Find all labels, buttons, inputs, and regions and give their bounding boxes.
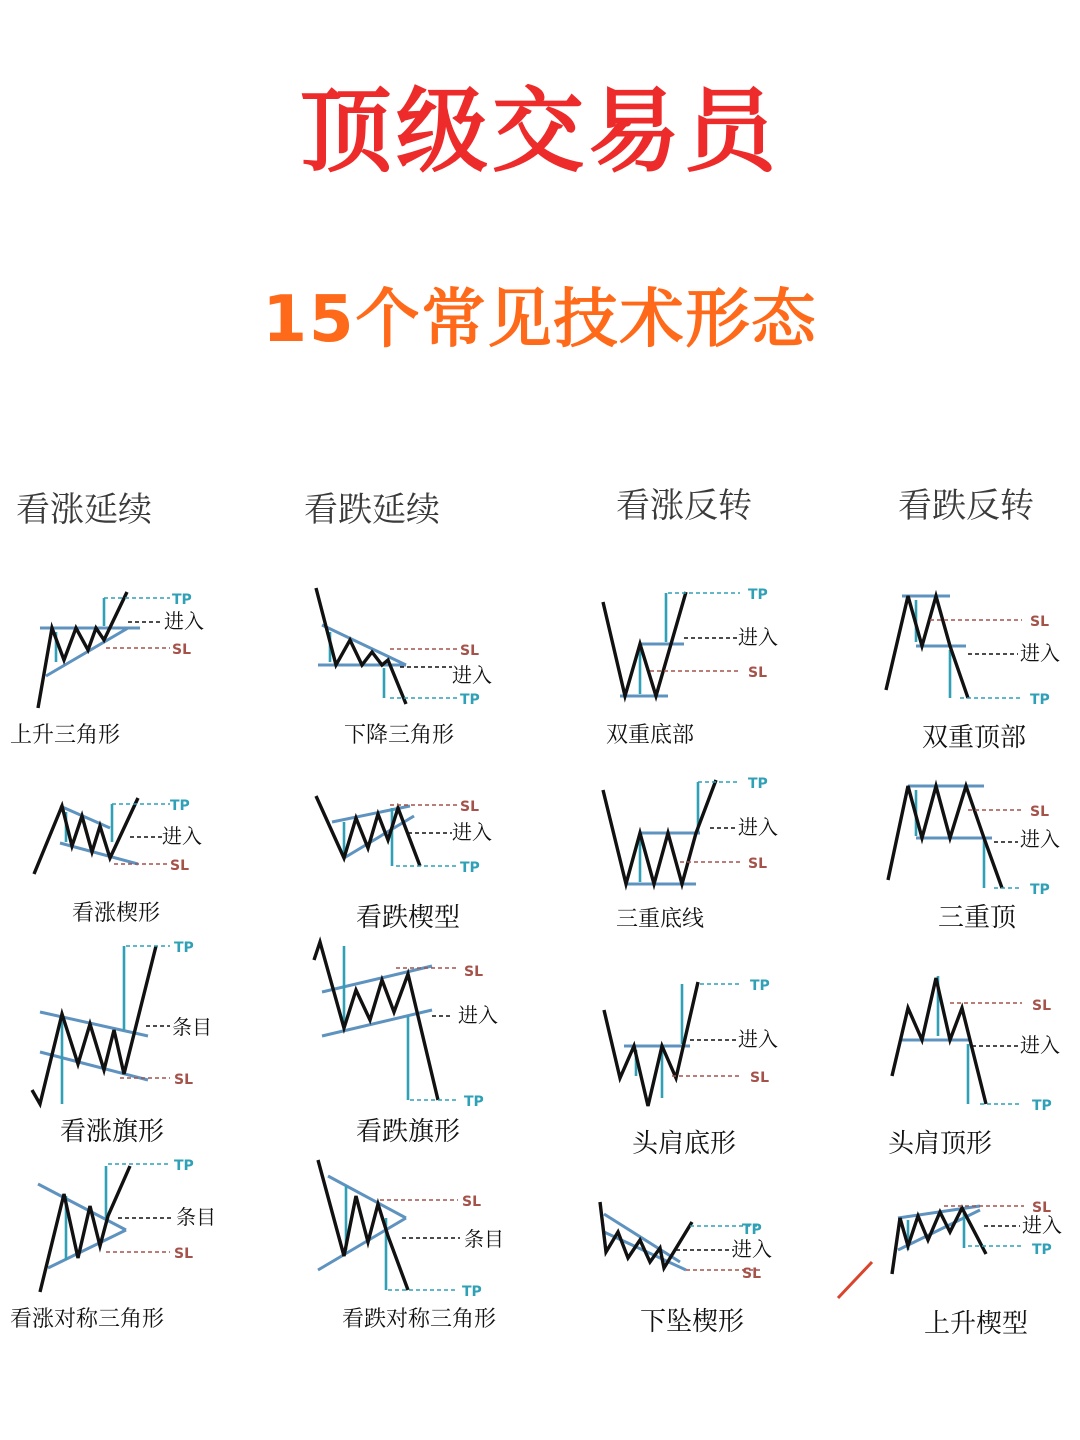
column-header-bearish-reversal: 看跌反转 (898, 486, 1034, 526)
sl-label: SL (750, 1070, 770, 1086)
sl-label: SL (170, 858, 190, 874)
decorative-accent-stroke (838, 1262, 872, 1298)
target-label: 条目 (172, 1015, 212, 1039)
entry-label: 进入 (458, 1003, 498, 1027)
entry-label: 进入 (452, 820, 492, 844)
sl-label: SL (464, 964, 484, 980)
pattern-rising-wedge (892, 1200, 1062, 1339)
sl-label: SL (742, 1266, 762, 1282)
tp-label: TP (750, 978, 770, 994)
pattern-name: 头肩底形 (632, 1129, 737, 1159)
sl-label: SL (172, 642, 192, 658)
pattern-name: 双重底部 (606, 723, 695, 748)
tp-label: TP (1030, 882, 1050, 898)
entry-label: 进入 (738, 1027, 778, 1051)
pattern-name: 三重顶 (938, 903, 1017, 933)
pattern-name: 下坠楔形 (640, 1307, 745, 1337)
tp-label: TP (174, 1158, 194, 1174)
trend-line (318, 1218, 406, 1270)
tp-label: TP (1032, 1242, 1052, 1258)
tp-label: TP (748, 776, 768, 792)
pattern-triple-top (888, 786, 1060, 933)
tp-label: TP (1030, 692, 1050, 708)
pattern-name: 双重顶部 (922, 723, 1027, 753)
sl-label: SL (748, 665, 768, 681)
pattern-inverse-head-shoulders (604, 978, 778, 1159)
tp-label: TP (170, 798, 190, 814)
page-subtitle: 15个常见技术形态 (262, 283, 818, 357)
price-line (314, 942, 438, 1100)
pattern-bullish-symmetric-triangle (10, 1158, 216, 1332)
target-label: 条目 (176, 1205, 216, 1229)
sl-label: SL (460, 643, 480, 659)
price-line (604, 982, 698, 1106)
pattern-bearish-symmetric-triangle (318, 1160, 504, 1332)
sl-label: SL (462, 1194, 482, 1210)
entry-label: 进入 (738, 625, 778, 649)
pattern-name: 看涨楔形 (72, 901, 161, 926)
tp-label: TP (460, 692, 480, 708)
sl-label: SL (1030, 804, 1050, 820)
pattern-name: 看跌对称三角形 (342, 1307, 497, 1332)
price-line (40, 1166, 130, 1292)
sl-label: SL (174, 1072, 194, 1088)
pattern-falling-wedge (600, 1202, 772, 1337)
pattern-name: 上升楔型 (924, 1309, 1029, 1339)
trend-line (48, 1230, 126, 1268)
tp-label: TP (462, 1284, 482, 1300)
sl-label: SL (748, 856, 768, 872)
column-header-bullish-continuation: 看涨延续 (16, 490, 152, 530)
tp-label: TP (174, 940, 194, 956)
pattern-bearish-wedge (316, 796, 492, 933)
pattern-name: 看涨对称三角形 (10, 1307, 165, 1332)
pattern-name: 看涨旗形 (60, 1117, 165, 1147)
column-header-bearish-continuation: 看跌延续 (304, 490, 440, 530)
tp-label: TP (748, 587, 768, 603)
tp-label: TP (1032, 1098, 1052, 1114)
pattern-name: 看跌楔型 (356, 903, 461, 933)
pattern-triple-bottom (603, 776, 778, 932)
pattern-bullish-flag (32, 940, 212, 1147)
column-header-bullish-reversal: 看涨反转 (616, 486, 752, 526)
sl-label: SL (460, 799, 480, 815)
entry-label: 进入 (452, 663, 492, 687)
pattern-double-top (886, 596, 1060, 753)
pattern-ascending-triangle (10, 592, 204, 748)
entry-label: 进入 (1020, 1033, 1060, 1057)
price-line (34, 798, 138, 874)
entry-label: 进入 (1020, 641, 1060, 665)
sl-label: SL (1032, 1200, 1052, 1216)
price-line (316, 588, 406, 704)
entry-label: 进入 (738, 815, 778, 839)
entry-label: 进入 (164, 609, 204, 633)
pattern-name: 三重底线 (616, 907, 705, 932)
pattern-name: 头肩顶形 (888, 1129, 993, 1159)
pattern-name: 看跌旗形 (356, 1117, 461, 1147)
page-title: 顶级交易员 (299, 78, 780, 185)
tp-label: TP (460, 860, 480, 876)
pattern-name: 上升三角形 (10, 723, 121, 748)
tp-label: TP (172, 592, 192, 608)
pattern-descending-triangle (316, 588, 492, 748)
pattern-double-bottom (603, 587, 778, 748)
pattern-name: 下降三角形 (344, 723, 455, 748)
pattern-head-shoulders-top (888, 976, 1060, 1159)
tp-label: TP (742, 1222, 762, 1238)
sl-label: SL (1032, 998, 1052, 1014)
price-line (38, 592, 127, 708)
pattern-bearish-flag (314, 942, 498, 1147)
entry-label: 进入 (1022, 1213, 1062, 1237)
trend-line (328, 1176, 406, 1218)
entry-label: 进入 (1020, 827, 1060, 851)
entry-label: 进入 (162, 824, 202, 848)
trend-line (40, 1052, 148, 1080)
sl-label: SL (174, 1246, 194, 1262)
trend-line (322, 966, 432, 992)
pattern-bullish-wedge (34, 798, 202, 926)
tp-label: TP (464, 1094, 484, 1110)
sl-label: SL (1030, 614, 1050, 630)
trend-line (46, 628, 128, 676)
target-label: 条目 (464, 1227, 504, 1251)
entry-label: 进入 (732, 1237, 772, 1261)
